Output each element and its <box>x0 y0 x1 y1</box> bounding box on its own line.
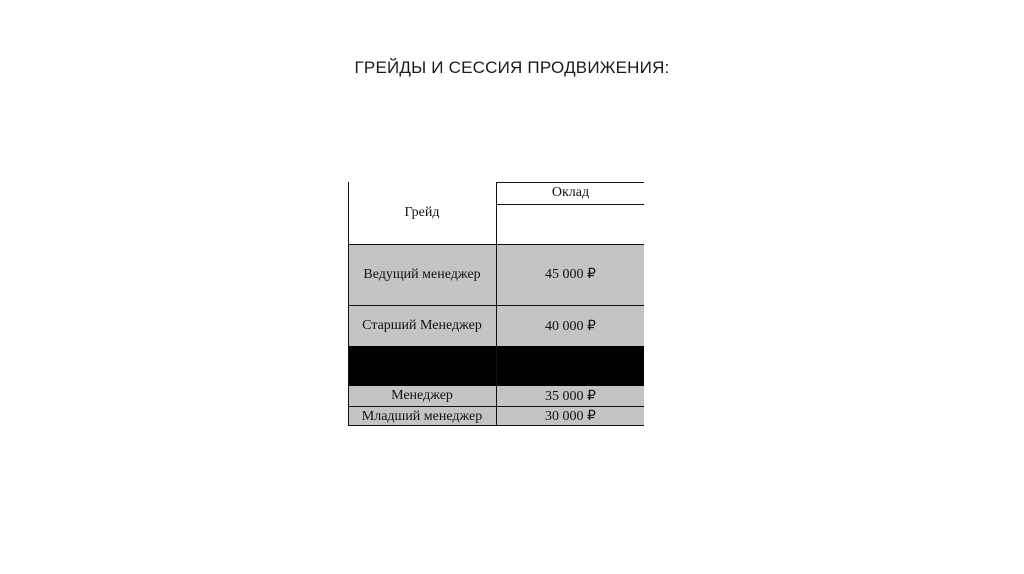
table-border-top <box>497 182 644 183</box>
row-divider <box>348 305 644 306</box>
header-salary-cell <box>497 182 644 204</box>
table-row-salary <box>497 407 644 426</box>
header-salary-subcell <box>497 205 644 244</box>
table-row-salary <box>497 306 644 346</box>
grade-label: Менеджер <box>391 388 453 403</box>
header-bottom-border <box>348 244 644 245</box>
table-row-grade <box>348 306 496 346</box>
table-row-grade <box>348 407 496 426</box>
header-salary-label: Оклад <box>551 185 590 200</box>
table-row-salary <box>497 386 644 406</box>
salary-value: 45 000 ₽ <box>545 267 596 282</box>
table-row-salary <box>497 244 644 305</box>
salary-value: 40 000 ₽ <box>545 318 596 334</box>
grade-label: Старший Менеджер <box>362 318 482 333</box>
header-grade-cell <box>348 182 496 244</box>
row-divider <box>348 406 644 407</box>
grade-table <box>348 182 644 426</box>
header-divider <box>497 204 644 205</box>
table-row-grade <box>348 386 496 406</box>
salary-value: 30 000 ₽ <box>545 409 596 424</box>
slide-title: ГРЕЙДЫ И СЕССИЯ ПРОДВИЖЕНИЯ: <box>354 58 670 77</box>
grade-label: Ведущий менеджер <box>363 266 481 282</box>
table-border-left <box>348 182 349 426</box>
header-grade-label: Грейд <box>404 205 440 220</box>
table-column-divider <box>496 182 497 426</box>
grade-label: Младший менеджер <box>361 408 483 424</box>
salary-value: 35 000 ₽ <box>545 388 596 404</box>
table-row-grade <box>348 244 496 305</box>
table-border-bottom <box>348 425 644 426</box>
